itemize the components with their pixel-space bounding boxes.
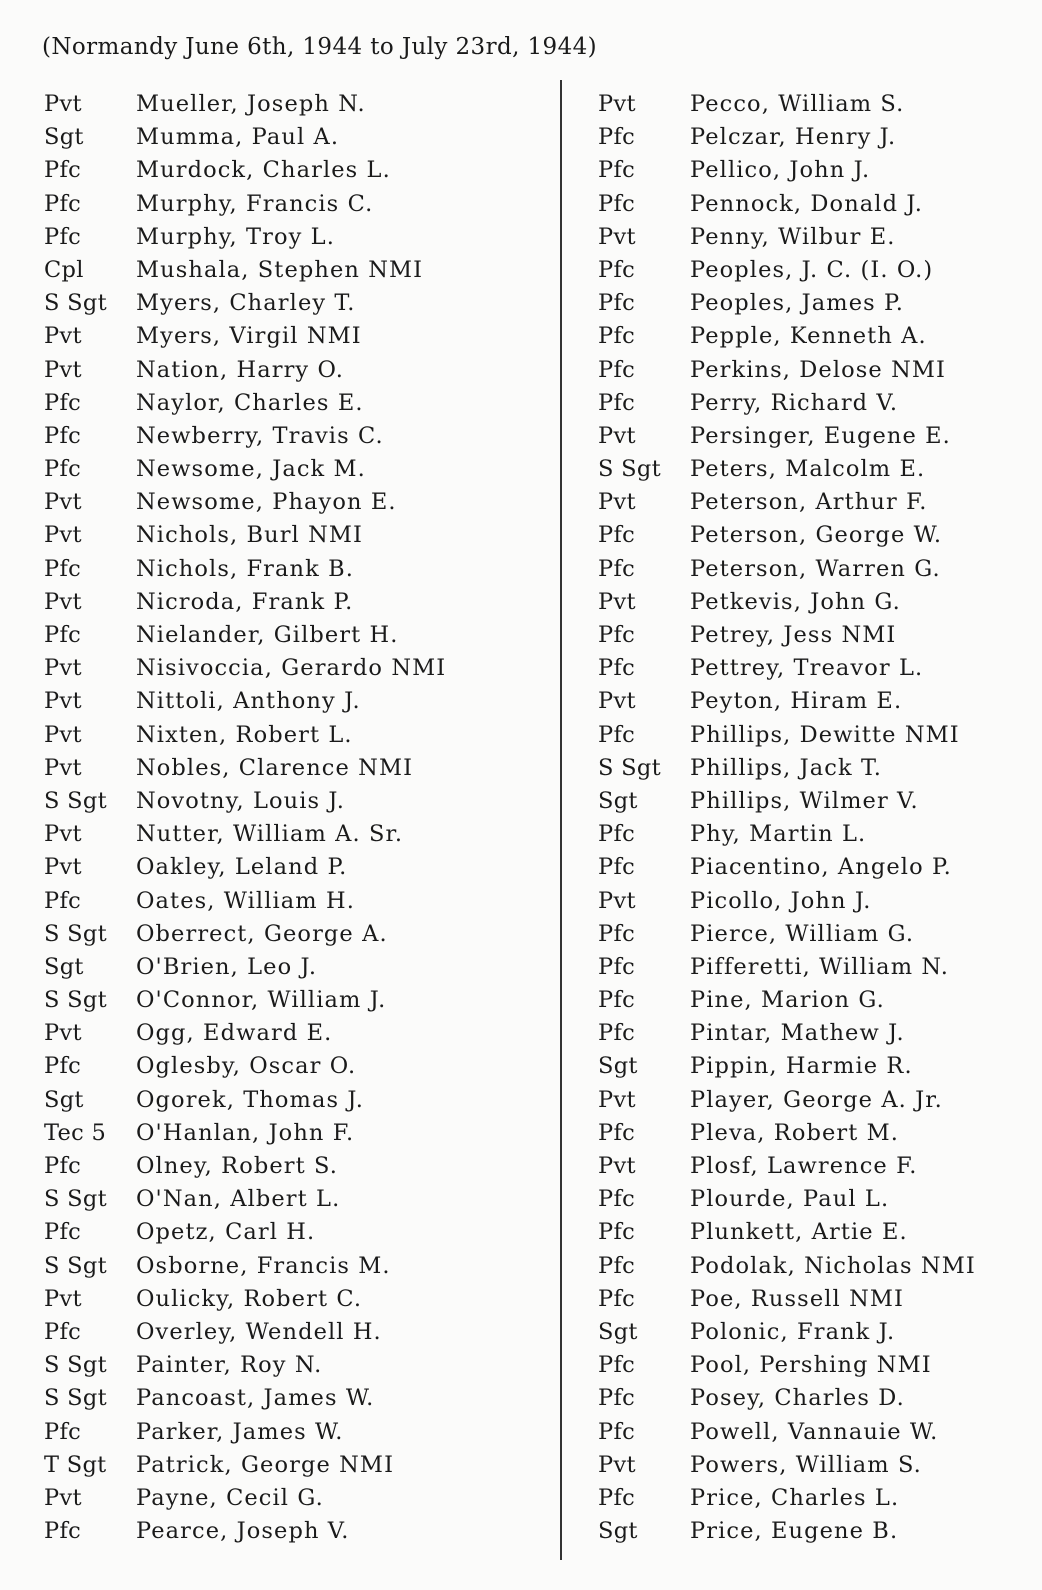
- rank-label: Pfc: [598, 1484, 635, 1511]
- rank-label: Pfc: [44, 555, 81, 582]
- roster-entry: [598, 88, 976, 121]
- soldier-name: Plunkett, Artie E.: [690, 1219, 908, 1246]
- soldier-name: Powell, Vannauie W.: [690, 1418, 939, 1445]
- roster-entry: [598, 984, 976, 1017]
- roster-entry: [44, 1482, 446, 1515]
- rank-label: Tec 5: [44, 1119, 107, 1146]
- rank-label: Pfc: [598, 721, 635, 748]
- roster-entry: [598, 619, 976, 652]
- soldier-name: Nicroda, Frank P.: [136, 588, 354, 615]
- roster-entry: [598, 1382, 976, 1415]
- roster-entry: [44, 685, 446, 718]
- roster-entry: [44, 1017, 446, 1050]
- soldier-name: Peyton, Hiram E.: [690, 688, 903, 715]
- roster-entry: [598, 1084, 976, 1117]
- soldier-name: Peoples, James P.: [690, 290, 904, 317]
- roster-entry: [598, 1183, 976, 1216]
- roster-entry: [44, 1084, 446, 1117]
- rank-label: T Sgt: [44, 1451, 107, 1478]
- soldier-name: Pennock, Donald J.: [690, 190, 923, 217]
- soldier-name: Nittoli, Anthony J.: [136, 688, 361, 715]
- soldier-name: Peterson, Arthur F.: [690, 489, 928, 516]
- roster-entry: [598, 387, 976, 420]
- rank-label: Pfc: [598, 1252, 635, 1279]
- rank-label: Pfc: [598, 555, 635, 582]
- rank-label: Pfc: [44, 422, 81, 449]
- roster-entry: [44, 1050, 446, 1083]
- roster-entry: [598, 287, 976, 320]
- soldier-name: Mueller, Joseph N.: [136, 91, 366, 117]
- rank-label: Pfc: [598, 1186, 635, 1213]
- soldier-name: Newsome, Jack M.: [136, 456, 366, 483]
- soldier-name: Nielander, Gilbert H.: [136, 622, 399, 648]
- rank-label: Pfc: [44, 1318, 81, 1345]
- soldier-name: Novotny, Louis J.: [136, 787, 346, 814]
- rank-label: Pfc: [598, 1385, 635, 1412]
- rank-label: Cpl: [44, 256, 84, 283]
- soldier-name: Nutter, William A. Sr.: [136, 821, 404, 848]
- soldier-name: Myers, Virgil NMI: [136, 323, 362, 350]
- soldier-name: Peterson, George W.: [690, 522, 943, 549]
- roster-entry: [598, 918, 976, 951]
- rank-label: Pvt: [598, 1451, 636, 1478]
- soldier-name: Pearce, Joseph V.: [136, 1518, 350, 1545]
- rank-label: Pvt: [44, 1484, 82, 1511]
- soldier-name: Price, Eugene B.: [690, 1518, 899, 1545]
- roster-entry: [598, 553, 976, 586]
- roster-entry: [44, 453, 446, 486]
- soldier-name: O'Brien, Leo J.: [136, 953, 318, 980]
- roster-entry: [598, 1449, 976, 1482]
- soldier-name: Nobles, Clarence NMI: [136, 754, 414, 781]
- soldier-name: Pintar, Mathew J.: [690, 1020, 905, 1047]
- roster-entry: [44, 287, 446, 320]
- roster-entry: [598, 1216, 976, 1249]
- roster-entry: [44, 519, 446, 552]
- roster-entry: [44, 785, 446, 818]
- rank-label: Pfc: [598, 920, 635, 947]
- rank-label: Pfc: [44, 157, 81, 184]
- rank-label: Sgt: [44, 1086, 84, 1113]
- soldier-name: Pleva, Robert M.: [690, 1119, 900, 1146]
- soldier-name: Pecco, William S.: [690, 91, 905, 117]
- rank-label: Sgt: [598, 1318, 638, 1345]
- rank-label: S Sgt: [44, 987, 107, 1014]
- roster-entry: [44, 221, 446, 254]
- roster-entry: [44, 1382, 446, 1415]
- soldier-name: Pool, Pershing NMI: [690, 1352, 932, 1379]
- roster-entry: [598, 851, 976, 884]
- roster-entry: [598, 1117, 976, 1150]
- roster-entry: [44, 652, 446, 685]
- rank-label: S Sgt: [44, 290, 107, 317]
- soldier-name: Price, Charles L.: [690, 1484, 900, 1511]
- rank-label: Pfc: [598, 655, 635, 682]
- roster-entry: [44, 254, 446, 287]
- rank-label: Pvt: [598, 91, 636, 117]
- soldier-name: Patrick, George NMI: [136, 1451, 395, 1478]
- rank-label: S Sgt: [598, 456, 661, 483]
- roster-entry: [44, 420, 446, 453]
- roster-entry: [598, 320, 976, 353]
- roster-entry: [598, 519, 976, 552]
- roster-entry: [598, 354, 976, 387]
- roster-entry: [598, 486, 976, 519]
- rank-label: Pvt: [598, 223, 636, 250]
- roster-entry: [44, 586, 446, 619]
- soldier-name: Pellico, John J.: [690, 157, 871, 184]
- rank-label: S Sgt: [44, 920, 107, 947]
- soldier-name: Powers, William S.: [690, 1451, 922, 1478]
- roster-entry: [598, 719, 976, 752]
- roster-left-column: [44, 88, 446, 1548]
- soldier-name: Pippin, Harmie R.: [690, 1053, 913, 1080]
- soldier-name: Parker, James W.: [136, 1418, 344, 1445]
- rank-label: Pvt: [44, 522, 82, 549]
- roster-entry: [598, 1482, 976, 1515]
- roster-entry: [44, 1449, 446, 1482]
- rank-label: Pvt: [44, 356, 82, 383]
- soldier-name: Pine, Marion G.: [690, 987, 885, 1014]
- soldier-name: Murphy, Troy L.: [136, 223, 335, 250]
- roster-entry: [44, 1150, 446, 1183]
- soldier-name: Opetz, Carl H.: [136, 1219, 316, 1246]
- roster-entry: [44, 851, 446, 884]
- rank-label: Pfc: [44, 1219, 81, 1246]
- rank-label: Pfc: [598, 323, 635, 350]
- soldier-name: Nation, Harry O.: [136, 356, 344, 383]
- soldier-name: Naylor, Charles E.: [136, 389, 364, 416]
- roster-entry: [598, 951, 976, 984]
- roster-entry: [44, 984, 446, 1017]
- soldier-name: Pettrey, Treavor L.: [690, 655, 924, 682]
- rank-label: Pfc: [44, 1518, 81, 1545]
- rank-label: Pfc: [44, 223, 81, 250]
- soldier-name: Phillips, Dewitte NMI: [690, 721, 960, 748]
- soldier-name: Perry, Richard V.: [690, 389, 899, 416]
- roster-entry: [598, 188, 976, 221]
- roster-entry: [598, 1150, 976, 1183]
- soldier-name: O'Nan, Albert L.: [136, 1186, 341, 1213]
- roster-entry: [598, 785, 976, 818]
- soldier-name: Newsome, Phayon E.: [136, 489, 397, 516]
- soldier-name: Osborne, Francis M.: [136, 1252, 391, 1279]
- rank-label: Pvt: [44, 1285, 82, 1312]
- roster-entry: [44, 1183, 446, 1216]
- roster-entry: [598, 1017, 976, 1050]
- rank-label: Pvt: [44, 821, 82, 848]
- rank-label: Pvt: [598, 688, 636, 715]
- roster-entry: [44, 818, 446, 851]
- roster-entry: [44, 1117, 446, 1150]
- soldier-name: Petkevis, John G.: [690, 588, 901, 615]
- soldier-name: Oglesby, Oscar O.: [136, 1053, 357, 1080]
- soldier-name: Oakley, Leland P.: [136, 854, 348, 881]
- roster-entry: [44, 918, 446, 951]
- soldier-name: Ogorek, Thomas J.: [136, 1086, 365, 1113]
- soldier-name: Painter, Roy N.: [136, 1352, 323, 1379]
- rank-label: Pfc: [598, 1285, 635, 1312]
- roster-entry: [44, 486, 446, 519]
- roster-entry: [44, 1349, 446, 1382]
- rank-label: Pvt: [598, 422, 636, 449]
- column-divider: [560, 80, 562, 1560]
- roster-entry: [598, 121, 976, 154]
- rank-label: Pfc: [598, 821, 635, 848]
- rank-label: Pfc: [44, 887, 81, 914]
- soldier-name: Payne, Cecil G.: [136, 1484, 324, 1511]
- soldier-name: Phillips, Jack T.: [690, 754, 883, 781]
- rank-label: Pfc: [598, 1119, 635, 1146]
- rank-label: Pfc: [598, 356, 635, 383]
- soldier-name: Pierce, William G.: [690, 920, 915, 947]
- rank-label: Pvt: [44, 1020, 82, 1047]
- roster-entry: [598, 1050, 976, 1083]
- soldier-name: Murdock, Charles L.: [136, 157, 391, 184]
- roster-entry: [44, 752, 446, 785]
- roster-entry: [598, 586, 976, 619]
- roster-entry: [598, 420, 976, 453]
- rank-label: Pfc: [598, 1020, 635, 1047]
- rank-label: Pvt: [44, 721, 82, 748]
- rank-label: S Sgt: [44, 1352, 107, 1379]
- roster-entry: [44, 885, 446, 918]
- rank-label: Pfc: [598, 1352, 635, 1379]
- roster-entry: [598, 1349, 976, 1382]
- rank-label: Pvt: [44, 854, 82, 881]
- soldier-name: Persinger, Eugene E.: [690, 422, 951, 449]
- soldier-name: Myers, Charley T.: [136, 290, 356, 317]
- soldier-name: Podolak, Nicholas NMI: [690, 1252, 976, 1279]
- rank-label: Pfc: [44, 1053, 81, 1080]
- soldier-name: Nixten, Robert L.: [136, 721, 353, 748]
- roster-entry: [44, 1316, 446, 1349]
- rank-label: Sgt: [44, 953, 84, 980]
- rank-label: S Sgt: [44, 1385, 107, 1412]
- roster-entry: [598, 154, 976, 187]
- soldier-name: O'Hanlan, John F.: [136, 1119, 355, 1146]
- rank-label: Pvt: [44, 91, 82, 117]
- rank-label: Pfc: [598, 256, 635, 283]
- soldier-name: Pelczar, Henry J.: [690, 124, 897, 151]
- soldier-name: Mushala, Stephen NMI: [136, 256, 424, 283]
- soldier-name: Picollo, John J.: [690, 887, 872, 914]
- soldier-name: Plosf, Lawrence F.: [690, 1153, 918, 1179]
- soldier-name: Pifferetti, William N.: [690, 953, 949, 980]
- soldier-name: Poe, Russell NMI: [690, 1285, 904, 1312]
- rank-label: Pfc: [598, 522, 635, 549]
- rank-label: S Sgt: [44, 787, 107, 814]
- roster-entry: [598, 254, 976, 287]
- rank-label: Pfc: [598, 622, 635, 648]
- rank-label: Pfc: [598, 124, 635, 151]
- rank-label: Pvt: [598, 588, 636, 615]
- rank-label: Pvt: [598, 1086, 636, 1113]
- roster-entry: [44, 719, 446, 752]
- soldier-name: Ogg, Edward E.: [136, 1020, 333, 1047]
- soldier-name: Nisivoccia, Gerardo NMI: [136, 655, 447, 682]
- roster-entry: [44, 320, 446, 353]
- soldier-name: Player, George A. Jr.: [690, 1086, 943, 1113]
- rank-label: S Sgt: [44, 1252, 107, 1279]
- roster-entry: [44, 619, 446, 652]
- soldier-name: Nichols, Burl NMI: [136, 522, 364, 549]
- rank-label: Sgt: [598, 787, 638, 814]
- rank-label: Pfc: [598, 290, 635, 317]
- roster-entry: [598, 1250, 976, 1283]
- roster-entry: [598, 685, 976, 718]
- soldier-name: Penny, Wilbur E.: [690, 223, 896, 250]
- rank-label: Pfc: [598, 389, 635, 416]
- soldier-name: Mumma, Paul A.: [136, 124, 340, 151]
- rank-label: Pvt: [598, 489, 636, 516]
- roster-entry: [44, 1250, 446, 1283]
- soldier-name: Petrey, Jess NMI: [690, 622, 897, 648]
- rank-label: Pfc: [44, 456, 81, 483]
- rank-label: Pfc: [44, 1153, 81, 1179]
- roster-entry: [44, 553, 446, 586]
- roster-entry: [44, 188, 446, 221]
- soldier-name: Peters, Malcolm E.: [690, 456, 926, 483]
- roster-entry: [44, 354, 446, 387]
- rank-label: Pfc: [598, 157, 635, 184]
- rank-label: Sgt: [44, 124, 84, 151]
- soldier-name: Murphy, Francis C.: [136, 190, 374, 217]
- soldier-name: Plourde, Paul L.: [690, 1186, 890, 1213]
- roster-entry: [44, 88, 446, 121]
- roster-entry: [44, 1416, 446, 1449]
- rank-label: Pfc: [598, 953, 635, 980]
- rank-label: Pfc: [598, 190, 635, 217]
- roster-entry: [598, 1416, 976, 1449]
- soldier-name: Peoples, J. C. (I. O.): [690, 256, 934, 283]
- roster-entry: [44, 951, 446, 984]
- soldier-name: Nichols, Frank B.: [136, 555, 355, 582]
- roster-entry: [598, 652, 976, 685]
- roster-entry: [44, 1216, 446, 1249]
- rank-label: Pvt: [598, 1153, 636, 1179]
- rank-label: Pfc: [44, 1418, 81, 1445]
- soldier-name: Overley, Wendell H.: [136, 1318, 382, 1345]
- rank-label: Pfc: [598, 854, 635, 881]
- soldier-name: Perkins, Delose NMI: [690, 356, 946, 383]
- roster-entry: [44, 1515, 446, 1548]
- roster-entry: [44, 387, 446, 420]
- soldier-name: Posey, Charles D.: [690, 1385, 905, 1412]
- roster-entry: [598, 1283, 976, 1316]
- roster-entry: [44, 154, 446, 187]
- rank-label: Sgt: [598, 1053, 638, 1080]
- rank-label: Pvt: [44, 688, 82, 715]
- rank-label: Pvt: [598, 887, 636, 914]
- roster-entry: [598, 885, 976, 918]
- soldier-name: Oberrect, George A.: [136, 920, 388, 947]
- soldier-name: Oulicky, Robert C.: [136, 1285, 363, 1312]
- roster-entry: [598, 453, 976, 486]
- soldier-name: Pepple, Kenneth A.: [690, 323, 927, 350]
- rank-label: S Sgt: [598, 754, 661, 781]
- rank-label: Pfc: [44, 389, 81, 416]
- rank-label: Pvt: [44, 588, 82, 615]
- rank-label: S Sgt: [44, 1186, 107, 1213]
- rank-label: Pfc: [598, 987, 635, 1014]
- roster-right-column: [598, 88, 976, 1548]
- roster-entry: [44, 121, 446, 154]
- soldier-name: Phy, Martin L.: [690, 821, 867, 848]
- rank-label: Pvt: [44, 323, 82, 350]
- roster-entry: [598, 752, 976, 785]
- roster-entry: [598, 1515, 976, 1548]
- roster-entry: [598, 818, 976, 851]
- soldier-name: O'Connor, William J.: [136, 987, 387, 1014]
- rank-label: Pvt: [44, 655, 82, 682]
- soldier-name: Newberry, Travis C.: [136, 422, 384, 449]
- soldier-name: Polonic, Frank J.: [690, 1318, 896, 1345]
- rank-label: Sgt: [598, 1518, 638, 1545]
- rank-label: Pvt: [44, 489, 82, 516]
- soldier-name: Oates, William H.: [136, 887, 355, 914]
- soldier-name: Peterson, Warren G.: [690, 555, 941, 582]
- rank-label: Pfc: [44, 190, 81, 217]
- soldier-name: Pancoast, James W.: [136, 1385, 375, 1412]
- soldier-name: Piacentino, Angelo P.: [690, 854, 952, 881]
- rank-label: Pfc: [598, 1219, 635, 1246]
- roster-entry: [598, 221, 976, 254]
- roster-entry: [44, 1283, 446, 1316]
- rank-label: Pfc: [44, 622, 81, 648]
- rank-label: Pfc: [598, 1418, 635, 1445]
- page-heading: (Normandy June 6th, 1944 to July 23rd, 1944): [42, 34, 598, 60]
- soldier-name: Olney, Robert S.: [136, 1153, 338, 1179]
- soldier-name: Phillips, Wilmer V.: [690, 787, 919, 814]
- rank-label: Pvt: [44, 754, 82, 781]
- roster-entry: [598, 1316, 976, 1349]
